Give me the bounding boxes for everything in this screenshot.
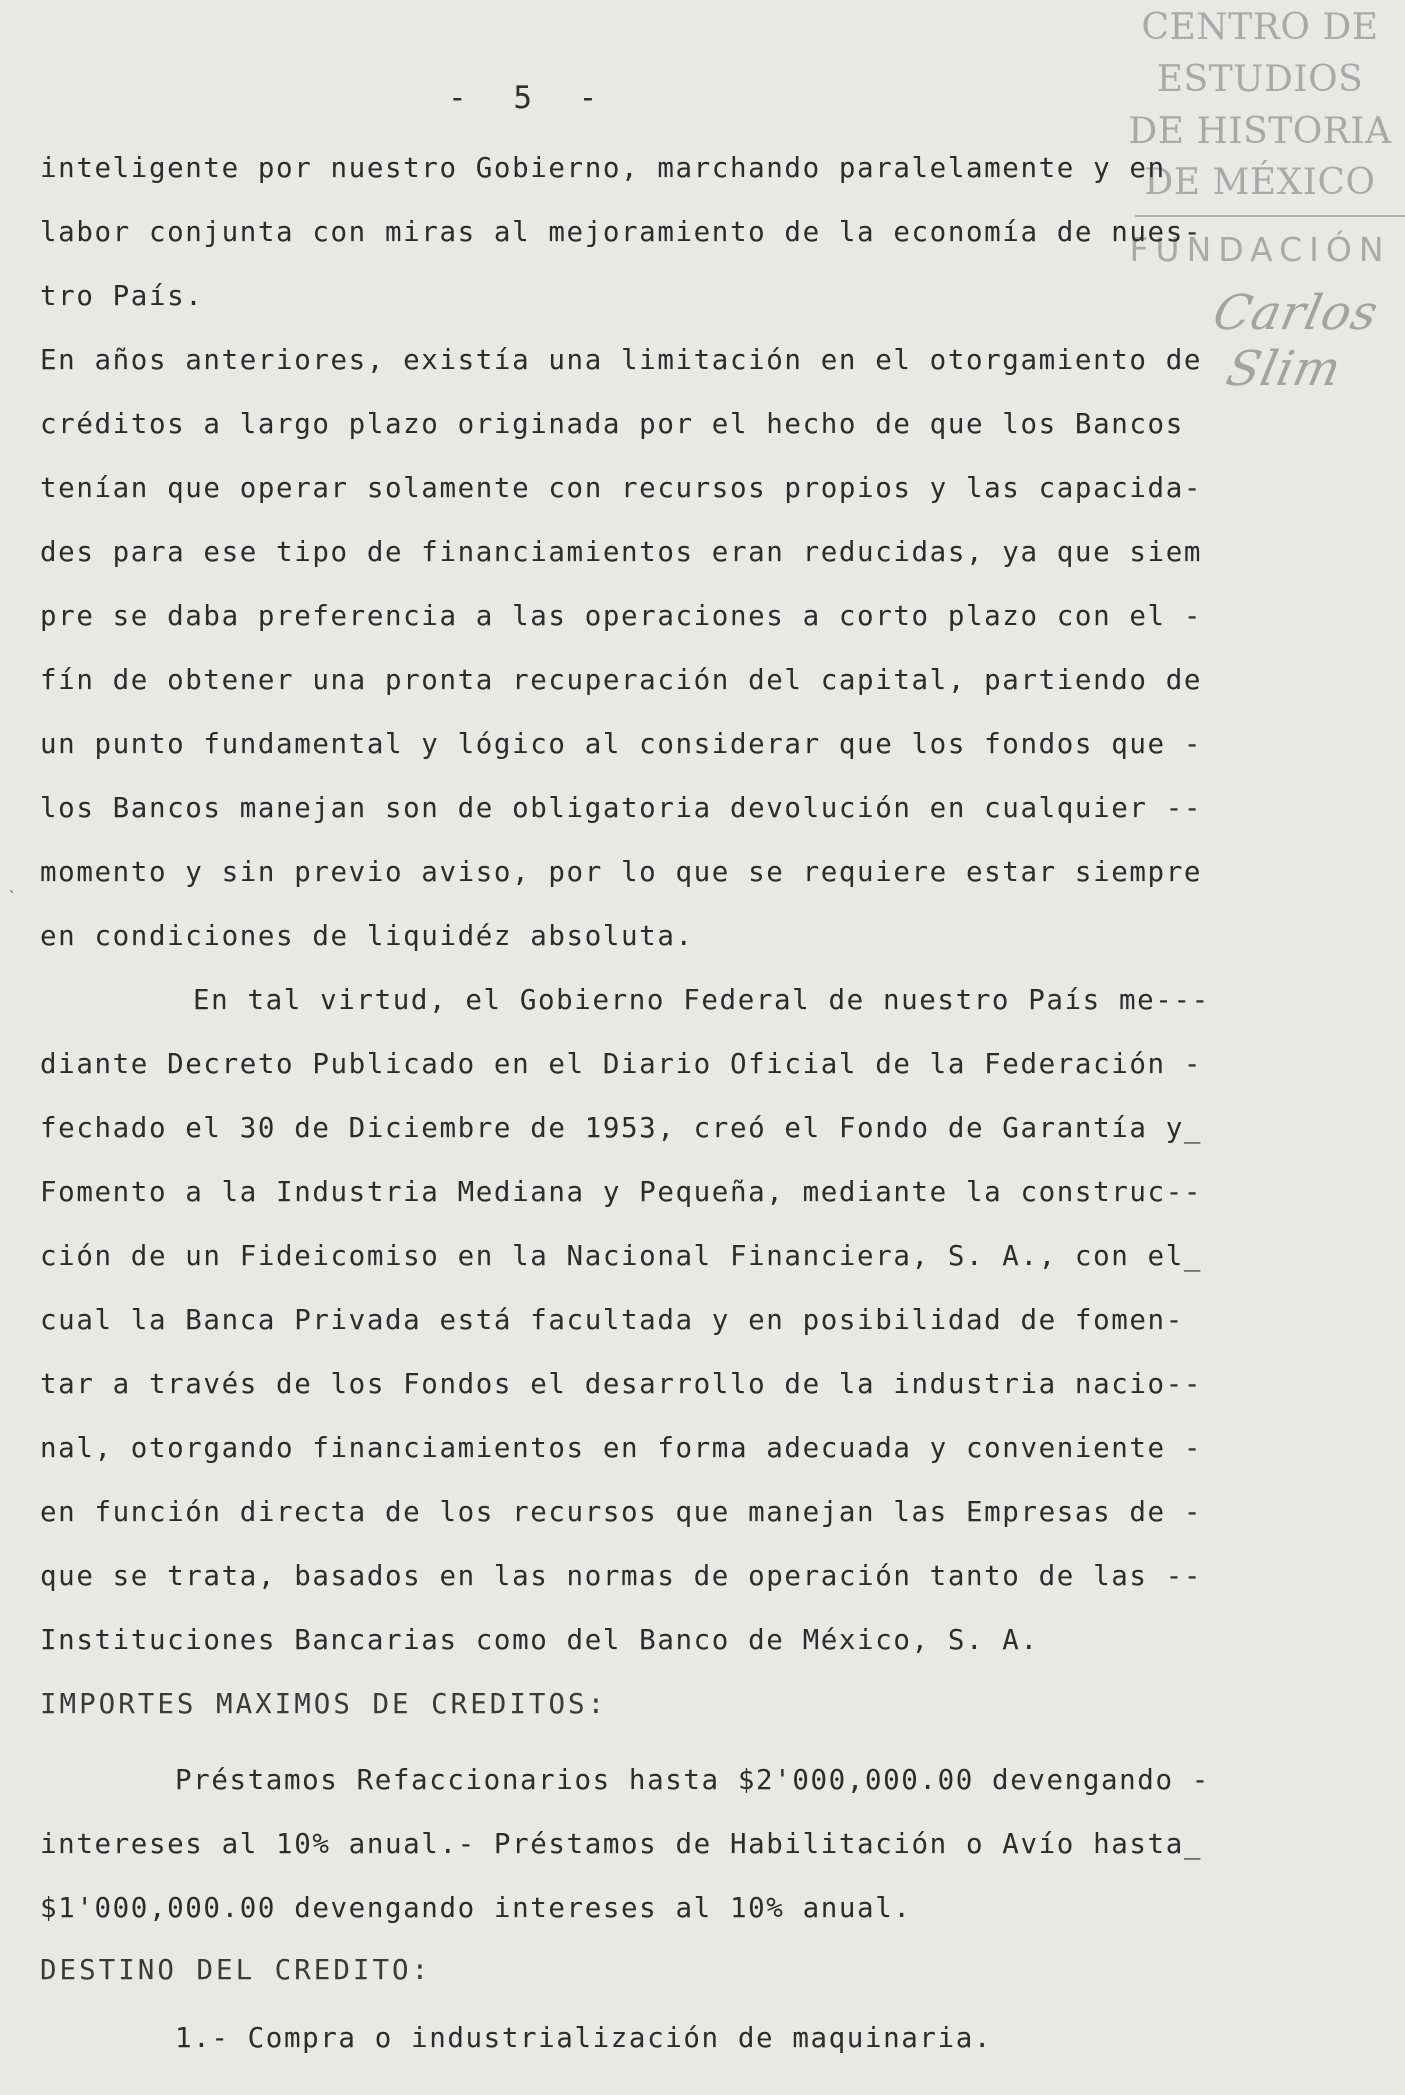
text-line: des para ese tipo de financiamientos eran reducidas, ya que siem [40,536,1203,568]
text-line: Préstamos Refaccionarios hasta $2'000,000.00 devengando - [175,1764,1210,1796]
text-line: tro País. [40,280,204,312]
text-line: momento y sin previo aviso, por lo que se requiere estar siempre [40,856,1203,888]
page-number: - 5 - [448,80,612,116]
text-line: tar a través de los Fondos el desarrollo de la industria nacio-- [40,1368,1203,1400]
text-line: diante Decreto Publicado en el Diario Oficial de la Federación - [40,1048,1203,1080]
text-line: en condiciones de liquidéz absoluta. [40,920,694,952]
list-item: 1.- Compra o industrialización de maquinaria. [175,2022,993,2054]
margin-mark: ` [8,890,17,906]
watermark-line: ESTUDIOS [1156,59,1364,100]
text-line: créditos a largo plazo originada por el hecho de que los Bancos [40,408,1184,440]
text-line: inteligente por nuestro Gobierno, marchando paralelamente y en [40,152,1166,184]
watermark-line: DE HISTORIA [1128,111,1392,152]
text-line: fechado el 30 de Diciembre de 1953, creó el Fondo de Garantía y_ [40,1112,1203,1144]
text-line: nal, otorgando financiamientos en forma adecuada y conveniente - [40,1432,1203,1464]
text-line: Fomento a la Industria Mediana y Pequeña, mediante la construc-- [40,1176,1203,1208]
section-heading: DESTINO DEL CREDITO: [40,1954,432,1986]
text-line: ción de un Fideicomiso en la Nacional Financiera, S. A., con el_ [40,1240,1203,1272]
text-line: Instituciones Bancarias como del Banco de México, S. A. [40,1624,1039,1656]
text-line: fín de obtener una pronta recuperación del capital, partiendo de [40,664,1203,696]
text-line: que se trata, basados en las normas de operación tanto de las -- [40,1560,1203,1592]
text-line: tenían que operar solamente con recursos propios y las capacida- [40,472,1203,504]
text-line: En años anteriores, existía una limitación en el otorgamiento de [40,344,1203,376]
text-line: labor conjunta con miras al mejoramiento de la economía de nues- [40,216,1203,248]
text-line: intereses al 10% anual.- Préstamos de Habilitación o Avío hasta_ [40,1828,1203,1860]
text-line: en función directa de los recursos que manejan las Empresas de - [40,1496,1203,1528]
text-line: En tal virtud, el Gobierno Federal de nuestro País me--- [193,984,1210,1016]
text-line: pre se daba preferencia a las operaciones a corto plazo con el - [40,600,1203,632]
watermark-fundacion: FUNDACIÓN [1129,230,1391,269]
watermark-line: DE MÉXICO [1144,162,1376,203]
text-line: los Bancos manejan son de obligatoria devolución en cualquier -- [40,792,1203,824]
watermark-line: CENTRO DE [1141,7,1379,48]
text-line: un punto fundamental y lógico al considerar que los fondos que - [40,728,1203,760]
text-line: $1'000,000.00 devengando intereses al 10% anual. [40,1892,912,1924]
watermark-signature: Carlos Slim [1208,285,1384,397]
text-line: cual la Banca Privada está facultada y en posibilidad de fomen- [40,1304,1184,1336]
section-heading: IMPORTES MAXIMOS DE CREDITOS: [40,1688,608,1720]
